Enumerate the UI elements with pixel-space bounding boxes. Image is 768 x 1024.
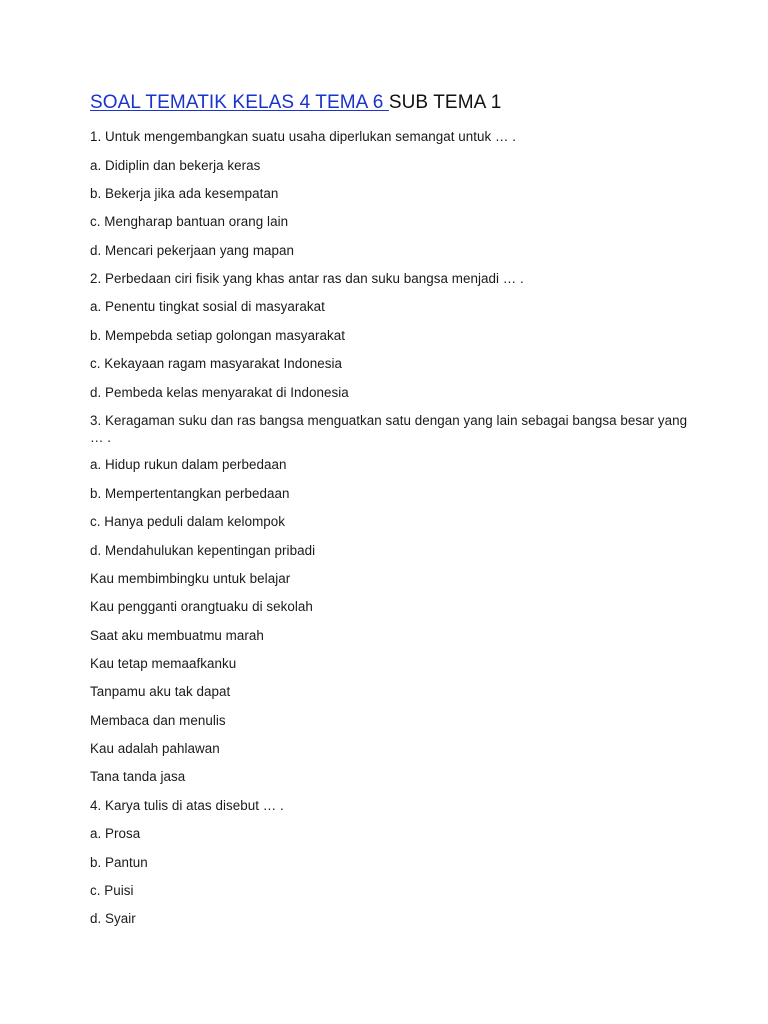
option-2b: b. Mempebda setiap golongan masyarakat (90, 328, 345, 343)
poem-line-7: Kau adalah pahlawan (90, 741, 220, 756)
option-1c: c. Mengharap bantuan orang lain (90, 214, 289, 229)
option-4a: a. Prosa (90, 826, 141, 841)
poem-line-8: Tana tanda jasa (90, 769, 186, 784)
poem-line-1: Kau membimbingku untuk belajar (90, 571, 291, 586)
option-1d: d. Mencari pekerjaan yang mapan (90, 243, 295, 258)
option-2c: c. Kekayaan ragam masyarakat Indonesia (90, 356, 342, 371)
title-subtitle: SUB TEMA 1 (388, 92, 502, 113)
option-1b: b. Bekerja jika ada kesempatan (90, 186, 279, 201)
page-title (90, 91, 501, 115)
option-4d: d. Syair (90, 911, 136, 926)
poem-line-6: Membaca dan menulis (90, 713, 226, 728)
option-3d: d. Mendahulukan kepentingan pribadi (90, 543, 316, 558)
poem-line-5: Tanpamu aku tak dapat (90, 684, 231, 699)
option-4b: b. Pantun (90, 855, 148, 870)
option-3c: c. Hanya peduli dalam kelompok (90, 514, 286, 529)
poem-line-3: Saat aku membuatmu marah (90, 628, 264, 643)
question-1: 1. Untuk mengembangkan suatu usaha diperlukan semangat untuk … . (90, 129, 517, 144)
title-link[interactable]: SOAL TEMATIK KELAS 4 TEMA 6 (90, 92, 389, 113)
option-3a: a. Hidup rukun dalam perbedaan (90, 457, 287, 472)
option-2a: a. Penentu tingkat sosial di masyarakat (90, 299, 325, 314)
option-4c: c. Puisi (90, 883, 134, 898)
question-2: 2. Perbedaan ciri fisik yang khas antar ras dan suku bangsa menjadi … . (90, 271, 524, 286)
poem-line-4: Kau tetap memaafkanku (90, 656, 237, 671)
option-3b: b. Mempertentangkan perbedaan (90, 486, 290, 501)
option-1a: a. Didiplin dan bekerja keras (90, 158, 261, 173)
question-3: 3. Keragaman suku dan ras bangsa menguatkan satu dengan yang lain sebagai bangsa besar yang … . (90, 413, 688, 445)
option-2d: d. Pembeda kelas menyarakat di Indonesia (90, 385, 349, 400)
question-4: 4. Karya tulis di atas disebut … . (90, 798, 284, 813)
poem-line-2: Kau pengganti orangtuaku di sekolah (90, 599, 313, 614)
